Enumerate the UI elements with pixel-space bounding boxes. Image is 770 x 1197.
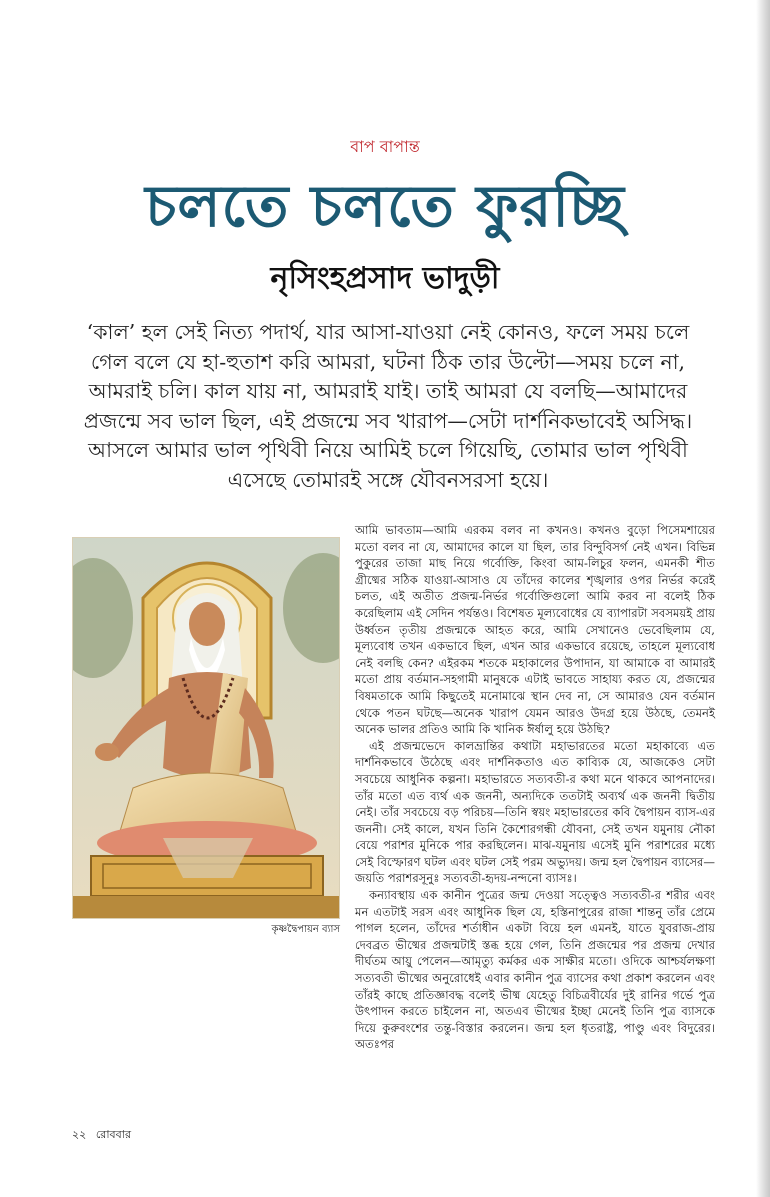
illustration-vyasa: [72, 537, 340, 919]
body-paragraph-1: আমি ভাবতাম—আমি এরকম বলব না কখনও। কখনও বুড়ো পিসেমশায়ের মতো বলব না যে, আমাদের কালে যা ছিল, তার বিন্দুবিসর্গ নেই এখন। বিভিন্ন পুকুরের তাজা মাছ নিয়ে গর্বোক্তি, কিংবা আম-লিচুর ফলন, এমনকী শীত গ্রীষ্মের সঠিক যাওয়া-আসাও যে তাঁদের কালের শৃঙ্খলার ওপর নির্ভর করেই চলত, এই অতীত প্রজন্ম-নির্ভর গর্বোক্তিগুলো আমি করব না বলেই ঠিক করেছিলাম এই সেদিন পর্যন্তও। বিশেষত মূল্যবোধের যে ব্যাপারটা সবসময়ই প্রায় উর্ধ্বতন তৃতীয় প্রজন্মকে আহত করে, আমি সেখানেও ভেবেছিলাম যে, মূল্যবোধ তখন একভাবে ছিল, এখন আর একভাবে রয়েছে, তাহলে মূল্যবোধ নেই বলছি কেন? এইরকম শতকে মহাকালের উপাদান, যা আমাকে বা আমারই মতো প্রায় বর্তমান-সহগামী মানুষকে এটাই ভাবতে সাহায্য করত যে, প্রজন্মের বিষমতাকে আমি কিছুতেই মনোমাঝে স্থান দেব না, সে আমারও যেন বর্তমান থেকে পতন ঘটছে—অনেক খারাপ যেমন আরও উদগ্র হয়ে উঠছে, তেমনই অনেক ভালর প্রতিও আমি কি খানিক ঈর্ষালু হয়ে উঠছি?: [355, 523, 715, 737]
body-paragraph-3: কন্যাবস্থায় এক কানীন পুত্রের জন্ম দেওয়া সত্ত্বেও সত্যবতী-র শরীর এবং মন এতটাই সরস এবং আধুনিক ছিল যে, হস্তিনাপুরের রাজা শান্তনু তাঁর প্রেমে পাগল হলেন, তাঁদের শর্তাধীন একটা বিয়ে হল এমনই, যাতে যুবরাজ-প্রায় দেবব্রত ভীষ্মের প্রজন্মটাই স্তব্ধ হয়ে গেল, তিনি প্রজন্মের পর প্রজন্ম দেখার দীর্ঘতম আয়ু পেলেন—আমৃত্যু কর্মকর এক সাক্ষীর মতো। ওদিকে আশ্চর্যলক্ষণা সত্যবতী ভীষ্মের অনুরোধেই এবার কানীন পুত্র ব্যাসের কথা প্রকাশ করলেন এবং তাঁরই কাছে প্রতিজ্ঞাবদ্ধ বলেই ভীষ্ম যেহেতু বিচিত্রবীর্যের দুই রানির গর্ভে পুত্র উৎপাদন করতে চাইলেন না, অতএব ভীষ্মের ইচ্ছা মেনেই তিনি পুত্র ব্যাসকে দিয়ে কুরুবংশের তন্তু-বিস্তার করলেন। জন্ম হল ধৃতরাষ্ট্র, পাণ্ডু এবং বিদুরের। অতঃপর: [355, 888, 715, 1052]
section-label: বাপ বাপান্ত: [350, 137, 420, 156]
intro-paragraph: [68, 318, 708, 495]
page-number: ২২: [72, 1128, 87, 1141]
page-footer: [72, 1126, 137, 1145]
body-paragraph-2: এই প্রজন্মভেদে কালভ্রান্তির কথাটা মহাভারতের মতো মহাকাব্যে এত দার্শনিকভাবে উঠেছে এবং দার্শনিকতাও এত কাব্যিক যে, আজকেও সেটা সবচেয়ে আধুনিক কল্পনা। মহাভারতে সত্যবতী-র কথা মনে থাকবে আপনাদের। তাঁর মতো এত ব্যর্থ এক জননী, অন্যদিকে ততটাই অব্যর্থ এক জননী দ্বিতীয় নেই। তাঁর সবচেয়ে বড় পরিচয়—তিনি স্বয়ং মহাভারতের কবি দ্বৈপায়ন ব্যাস-এর জননী। সেই কালে, যখন তিনি কৈশোরগন্ধী যৌবনা, সেই তখন যমুনায় নৌকা বেয়ে পরাশর মুনিকে পার করছিলেন। মাঝ-যমুনায় এসেই মুনি পরাশরের মধ্যে সেই বিস্ফোরণ ঘটল এবং ঘটল সেই পরম অভ্যুদয়। জন্ম হল দ্বৈপায়ন ব্যাসের—জয়তি পরাশরসূনুঃ সত্যবতী-হৃদয়-নন্দনো ব্যাসঃ।: [355, 738, 715, 886]
intro-text: ‘কাল’ হল সেই নিত্য পদার্থ, যার আসা-যাওয়া নেই কোনও, ফলে সময় চলে গেল বলে যে হা-হুতাশ করি আমরা, ঘটনা ঠিক তার উল্টো—সময় চলে না, আমরাই চলি। কাল যায় না, আমরাই যাই। তাই আমরা যে বলছি—আমাদের প্রজন্মে সব ভাল ছিল, এই প্রজন্মে সব খারাপ—সেটা দার্শনিকভাবেই অসিদ্ধ। আসলে আমার ভাল পৃথিবী নিয়ে আমিই চলে গিয়েছি, তোমার ভাল পৃথিবী এসেছে তোমারই সঙ্গে যৌবনসরসা হয়ে।: [83, 320, 693, 492]
article-body: [355, 522, 715, 1053]
sage-painting: [73, 538, 340, 919]
image-caption: কৃষ্ণদ্বৈপায়ন ব্যাস: [271, 924, 340, 935]
author-name: নৃসিংহপ্রসাদ ভাদুড়ী: [270, 261, 500, 296]
magazine-name: রোববার: [95, 1128, 132, 1141]
article-title: চলতে চলতে ফুরচ্ছি: [145, 172, 625, 240]
